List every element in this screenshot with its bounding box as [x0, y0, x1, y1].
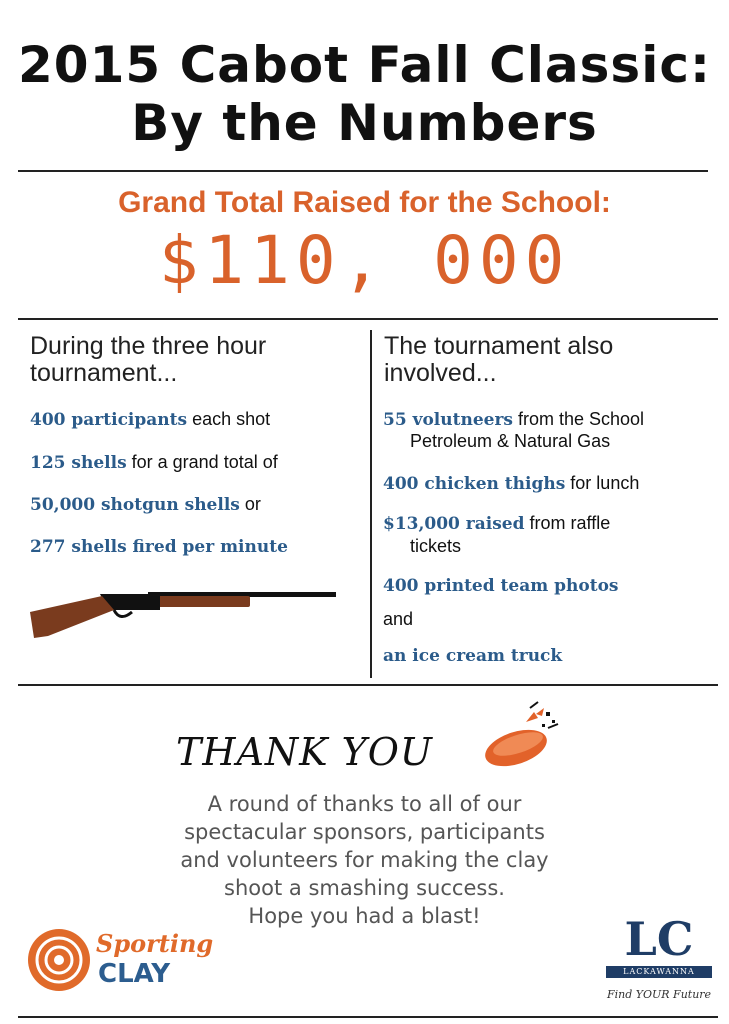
right-stat-highlight: an ice cream truck: [383, 646, 563, 666]
right-stat-item: [383, 513, 610, 535]
thanks-line: shoot a smashing success.: [224, 876, 505, 900]
left-column-heading-line1: During the three hour: [30, 332, 267, 360]
right-stat-and: and: [383, 609, 414, 629]
right-column-heading-line2: involved...: [384, 359, 497, 387]
grand-total-label: Grand Total Raised for the School:: [118, 186, 611, 219]
left-stat-item: [30, 536, 288, 558]
grand-total-divider: [18, 318, 718, 320]
sporting-word: Sporting: [96, 929, 214, 958]
left-stat-text: each shot: [187, 409, 271, 429]
lackawanna-college-logo: [604, 914, 714, 1010]
left-stat-item: [30, 409, 270, 431]
sporting-clay-logo: [26, 925, 226, 997]
left-stat-highlight: 125 shells: [30, 453, 127, 473]
left-stat-item: [30, 494, 261, 516]
left-stat-highlight: 277 shells fired per minute: [30, 537, 288, 557]
left-stat-text: or: [239, 494, 261, 514]
right-stat-item: [383, 409, 644, 431]
clay-word: CLAY: [98, 959, 171, 989]
shotgun-icon: [28, 586, 340, 644]
thanks-line: and volunteers for making the clay: [180, 848, 549, 872]
right-stat-highlight: 400 chicken thighs: [383, 474, 566, 494]
right-stat-highlight: 400 printed team photos: [383, 576, 619, 596]
grand-total-amount: $110, 000: [158, 222, 571, 299]
right-stat-text: for lunch: [565, 473, 640, 493]
thanks-line: Hope you had a blast!: [248, 904, 481, 928]
right-stat-highlight: $13,000 raised: [383, 514, 525, 534]
right-stat-text: from raffle: [524, 513, 611, 533]
left-stat-item: [30, 452, 278, 474]
left-stat-highlight: 50,000 shotgun shells: [30, 495, 240, 515]
lc-name: LACKAWANNA COLLEGE: [606, 966, 712, 978]
left-stat-text: for a grand total of: [126, 452, 278, 472]
page-title-line1: 2015 Cabot Fall Classic:: [18, 36, 711, 94]
right-stat-item: [383, 575, 618, 597]
column-divider: [370, 330, 372, 678]
thank-you-heading: THANK YOU: [176, 730, 433, 774]
right-stat-text: from the School: [512, 409, 645, 429]
thanks-message: [0, 790, 729, 930]
title-divider: [18, 170, 708, 172]
sporting-clay-emblem-icon: [26, 927, 92, 993]
thanks-line: spectacular sponsors, participants: [184, 820, 545, 844]
right-stat-continuation: Petroleum & Natural Gas: [410, 431, 611, 451]
stats-divider: [18, 684, 718, 686]
clay-target-icon: [478, 700, 568, 776]
right-stat-item: [383, 645, 562, 667]
left-stat-highlight: 400 participants: [30, 410, 188, 430]
right-column-heading-line1: The tournament also: [384, 332, 614, 360]
footer-divider: [18, 1016, 718, 1018]
thanks-line: A round of thanks to all of our: [207, 792, 522, 816]
lc-tagline: Find YOUR Future: [606, 988, 712, 1001]
page-title-line2: By the Numbers: [131, 94, 598, 152]
right-stat-highlight: 55 volutneers: [383, 410, 513, 430]
left-column-heading-line2: tournament...: [30, 359, 178, 387]
right-stat-continuation: tickets: [410, 536, 462, 556]
lc-monogram: LC: [624, 912, 694, 966]
right-stat-item: [383, 473, 639, 495]
